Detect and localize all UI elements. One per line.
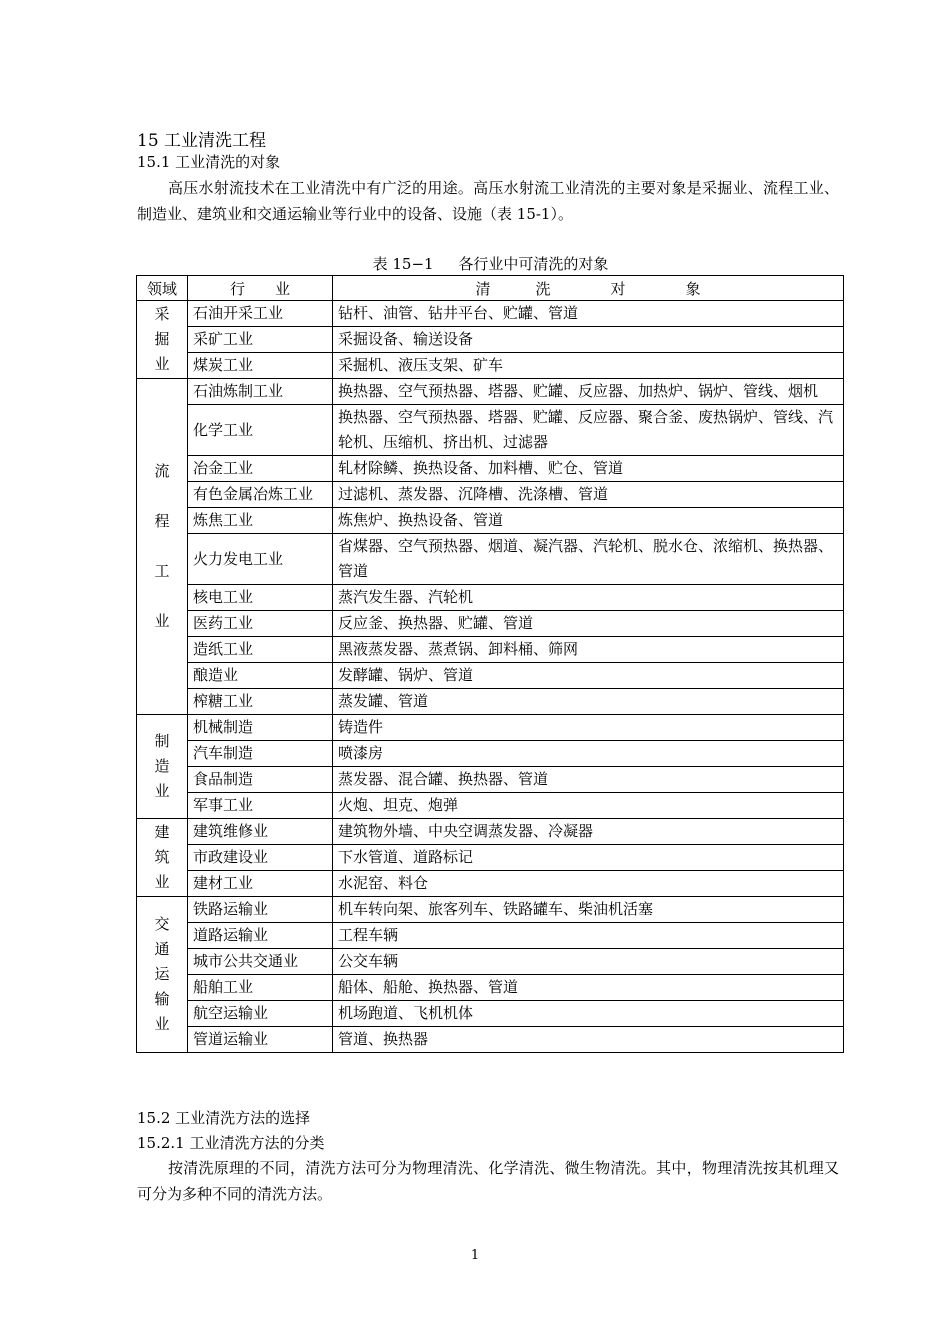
domain-label: 流 程 工 业: [154, 462, 170, 630]
table-row: [137, 353, 844, 379]
table-row: [137, 301, 844, 327]
objects-cell: 蒸发器、混合罐、换热器、管道: [333, 767, 844, 793]
industry-cell: 炼焦工业: [188, 508, 333, 534]
table-row: [137, 767, 844, 793]
industry-cell: 船舶工业: [188, 975, 333, 1001]
industry-cell: 军事工业: [188, 793, 333, 819]
industry-cell: 铁路运输业: [188, 897, 333, 923]
table-row: [137, 845, 844, 871]
table-row: [137, 793, 844, 819]
objects-cell: 火炮、坦克、炮弹: [333, 793, 844, 819]
industry-cell: 食品制造: [188, 767, 333, 793]
table-row: [137, 482, 844, 508]
table-row: [137, 1001, 844, 1027]
table-row: [137, 897, 844, 923]
objects-cell: 省煤器、空气预热器、烟道、凝汽器、汽轮机、脱水仓、浓缩机、换热器、管道: [333, 534, 844, 585]
industry-cell: 化学工业: [188, 405, 333, 456]
objects-cell: 炼焦炉、换热设备、管道: [333, 508, 844, 534]
objects-cell: 钻杆、油管、钻井平台、贮罐、管道: [333, 301, 844, 327]
industry-cell: 城市公共交通业: [188, 949, 333, 975]
objects-cell: 船体、船舱、换热器、管道: [333, 975, 844, 1001]
header-objects: 清 洗 对 象: [333, 276, 844, 301]
objects-cell: 铸造件: [333, 715, 844, 741]
cleaning-objects-table: [136, 275, 844, 1053]
objects-cell: 黑液蒸发器、蒸煮锅、卸料桶、筛网: [333, 637, 844, 663]
table-caption-title: 各行业中可清洗的对象: [458, 255, 609, 273]
page-number: 1: [470, 1248, 480, 1263]
domain-cell: [137, 379, 188, 715]
table-row: [137, 637, 844, 663]
chapter-heading: 15 工业清洗工程: [137, 131, 267, 151]
objects-cell: 轧材除鳞、换热设备、加料槽、贮仓、管道: [333, 456, 844, 482]
table-row: [137, 715, 844, 741]
table-row: [137, 1027, 844, 1053]
industry-cell: 建筑维修业: [188, 819, 333, 845]
objects-cell: 管道、换热器: [333, 1027, 844, 1053]
objects-cell: 水泥窑、料仓: [333, 871, 844, 897]
header-industry: 行 业: [188, 276, 333, 301]
table-row: [137, 663, 844, 689]
table-row: [137, 585, 844, 611]
objects-cell: 机场跑道、飞机机体: [333, 1001, 844, 1027]
industry-cell: 医药工业: [188, 611, 333, 637]
objects-cell: 过滤机、蒸发器、沉降槽、洗涤槽、管道: [333, 482, 844, 508]
objects-cell: 公交车辆: [333, 949, 844, 975]
table-row: [137, 456, 844, 482]
domain-cell: [137, 819, 188, 897]
objects-cell: 采掘设备、输送设备: [333, 327, 844, 353]
subsection-heading: 15.2.1 工业清洗方法的分类: [137, 1134, 325, 1152]
industry-cell: 造纸工业: [188, 637, 333, 663]
domain-label: 建 筑 业: [154, 823, 170, 891]
table-row: [137, 923, 844, 949]
industry-cell: 火力发电工业: [188, 534, 333, 585]
industry-cell: 市政建设业: [188, 845, 333, 871]
domain-label: 交 通 运 输 业: [154, 915, 170, 1033]
objects-cell: 换热器、空气预热器、塔器、贮罐、反应器、聚合釜、废热锅炉、管线、汽轮机、压缩机、挤出机、过滤器: [333, 405, 844, 456]
table-row: [137, 975, 844, 1001]
table-row: [137, 689, 844, 715]
domain-label: 制 造 业: [154, 732, 170, 800]
table-row: [137, 534, 844, 585]
method-paragraph: 按清洗原理的不同，清洗方法可分为物理清洗、化学清洗、微生物清洗。其中，物理清洗按其机理又可分为多种不同的清洗方法。: [137, 1159, 839, 1203]
industry-cell: 机械制造: [188, 715, 333, 741]
domain-cell: [137, 301, 188, 379]
industry-cell: 道路运输业: [188, 923, 333, 949]
table-row: [137, 405, 844, 456]
table-header-row: [137, 276, 844, 301]
industry-cell: 核电工业: [188, 585, 333, 611]
intro-paragraph: 高压水射流技术在工业清洗中有广泛的用途。高压水射流工业清洗的主要对象是采掘业、流程工业、制造业、建筑业和交通运输业等行业中的设备、设施（表 15-1）。: [137, 179, 839, 223]
objects-cell: 机车转向架、旅客列车、铁路罐车、柴油机活塞: [333, 897, 844, 923]
industry-cell: 建材工业: [188, 871, 333, 897]
industry-cell: 汽车制造: [188, 741, 333, 767]
objects-cell: 工程车辆: [333, 923, 844, 949]
table-row: [137, 379, 844, 405]
section-heading-2: 15.2 工业清洗方法的选择: [137, 1109, 311, 1127]
industry-cell: 采矿工业: [188, 327, 333, 353]
table-row: [137, 741, 844, 767]
objects-cell: 蒸发罐、管道: [333, 689, 844, 715]
table-row: [137, 819, 844, 845]
table-body: [137, 301, 844, 1053]
industry-cell: 煤炭工业: [188, 353, 333, 379]
table-caption-number: 表 15−1: [372, 255, 434, 273]
industry-cell: 榨糖工业: [188, 689, 333, 715]
industry-cell: 石油炼制工业: [188, 379, 333, 405]
industry-cell: 酿造业: [188, 663, 333, 689]
table-row: [137, 327, 844, 353]
table-row: [137, 508, 844, 534]
industry-cell: 航空运输业: [188, 1001, 333, 1027]
objects-cell: 建筑物外墙、中央空调蒸发器、冷凝器: [333, 819, 844, 845]
table-row: [137, 949, 844, 975]
industry-cell: 有色金属冶炼工业: [188, 482, 333, 508]
table-row: [137, 611, 844, 637]
industry-cell: 管道运输业: [188, 1027, 333, 1053]
domain-cell: [137, 715, 188, 819]
domain-cell: [137, 897, 188, 1053]
objects-cell: 采掘机、液压支架、矿车: [333, 353, 844, 379]
industry-cell: 冶金工业: [188, 456, 333, 482]
table-row: [137, 871, 844, 897]
objects-cell: 发酵罐、锅炉、管道: [333, 663, 844, 689]
header-domain: 领域: [137, 276, 188, 301]
industry-cell: 石油开采工业: [188, 301, 333, 327]
objects-cell: 蒸汽发生器、汽轮机: [333, 585, 844, 611]
domain-label: 采 掘 业: [154, 305, 170, 373]
objects-cell: 反应釜、换热器、贮罐、管道: [333, 611, 844, 637]
objects-cell: 喷漆房: [333, 741, 844, 767]
section-heading: 15.1 工业清洗的对象: [137, 153, 281, 171]
objects-cell: 下水管道、道路标记: [333, 845, 844, 871]
objects-cell: 换热器、空气预热器、塔器、贮罐、反应器、加热炉、锅炉、管线、烟机: [333, 379, 844, 405]
table-caption: [137, 253, 844, 274]
